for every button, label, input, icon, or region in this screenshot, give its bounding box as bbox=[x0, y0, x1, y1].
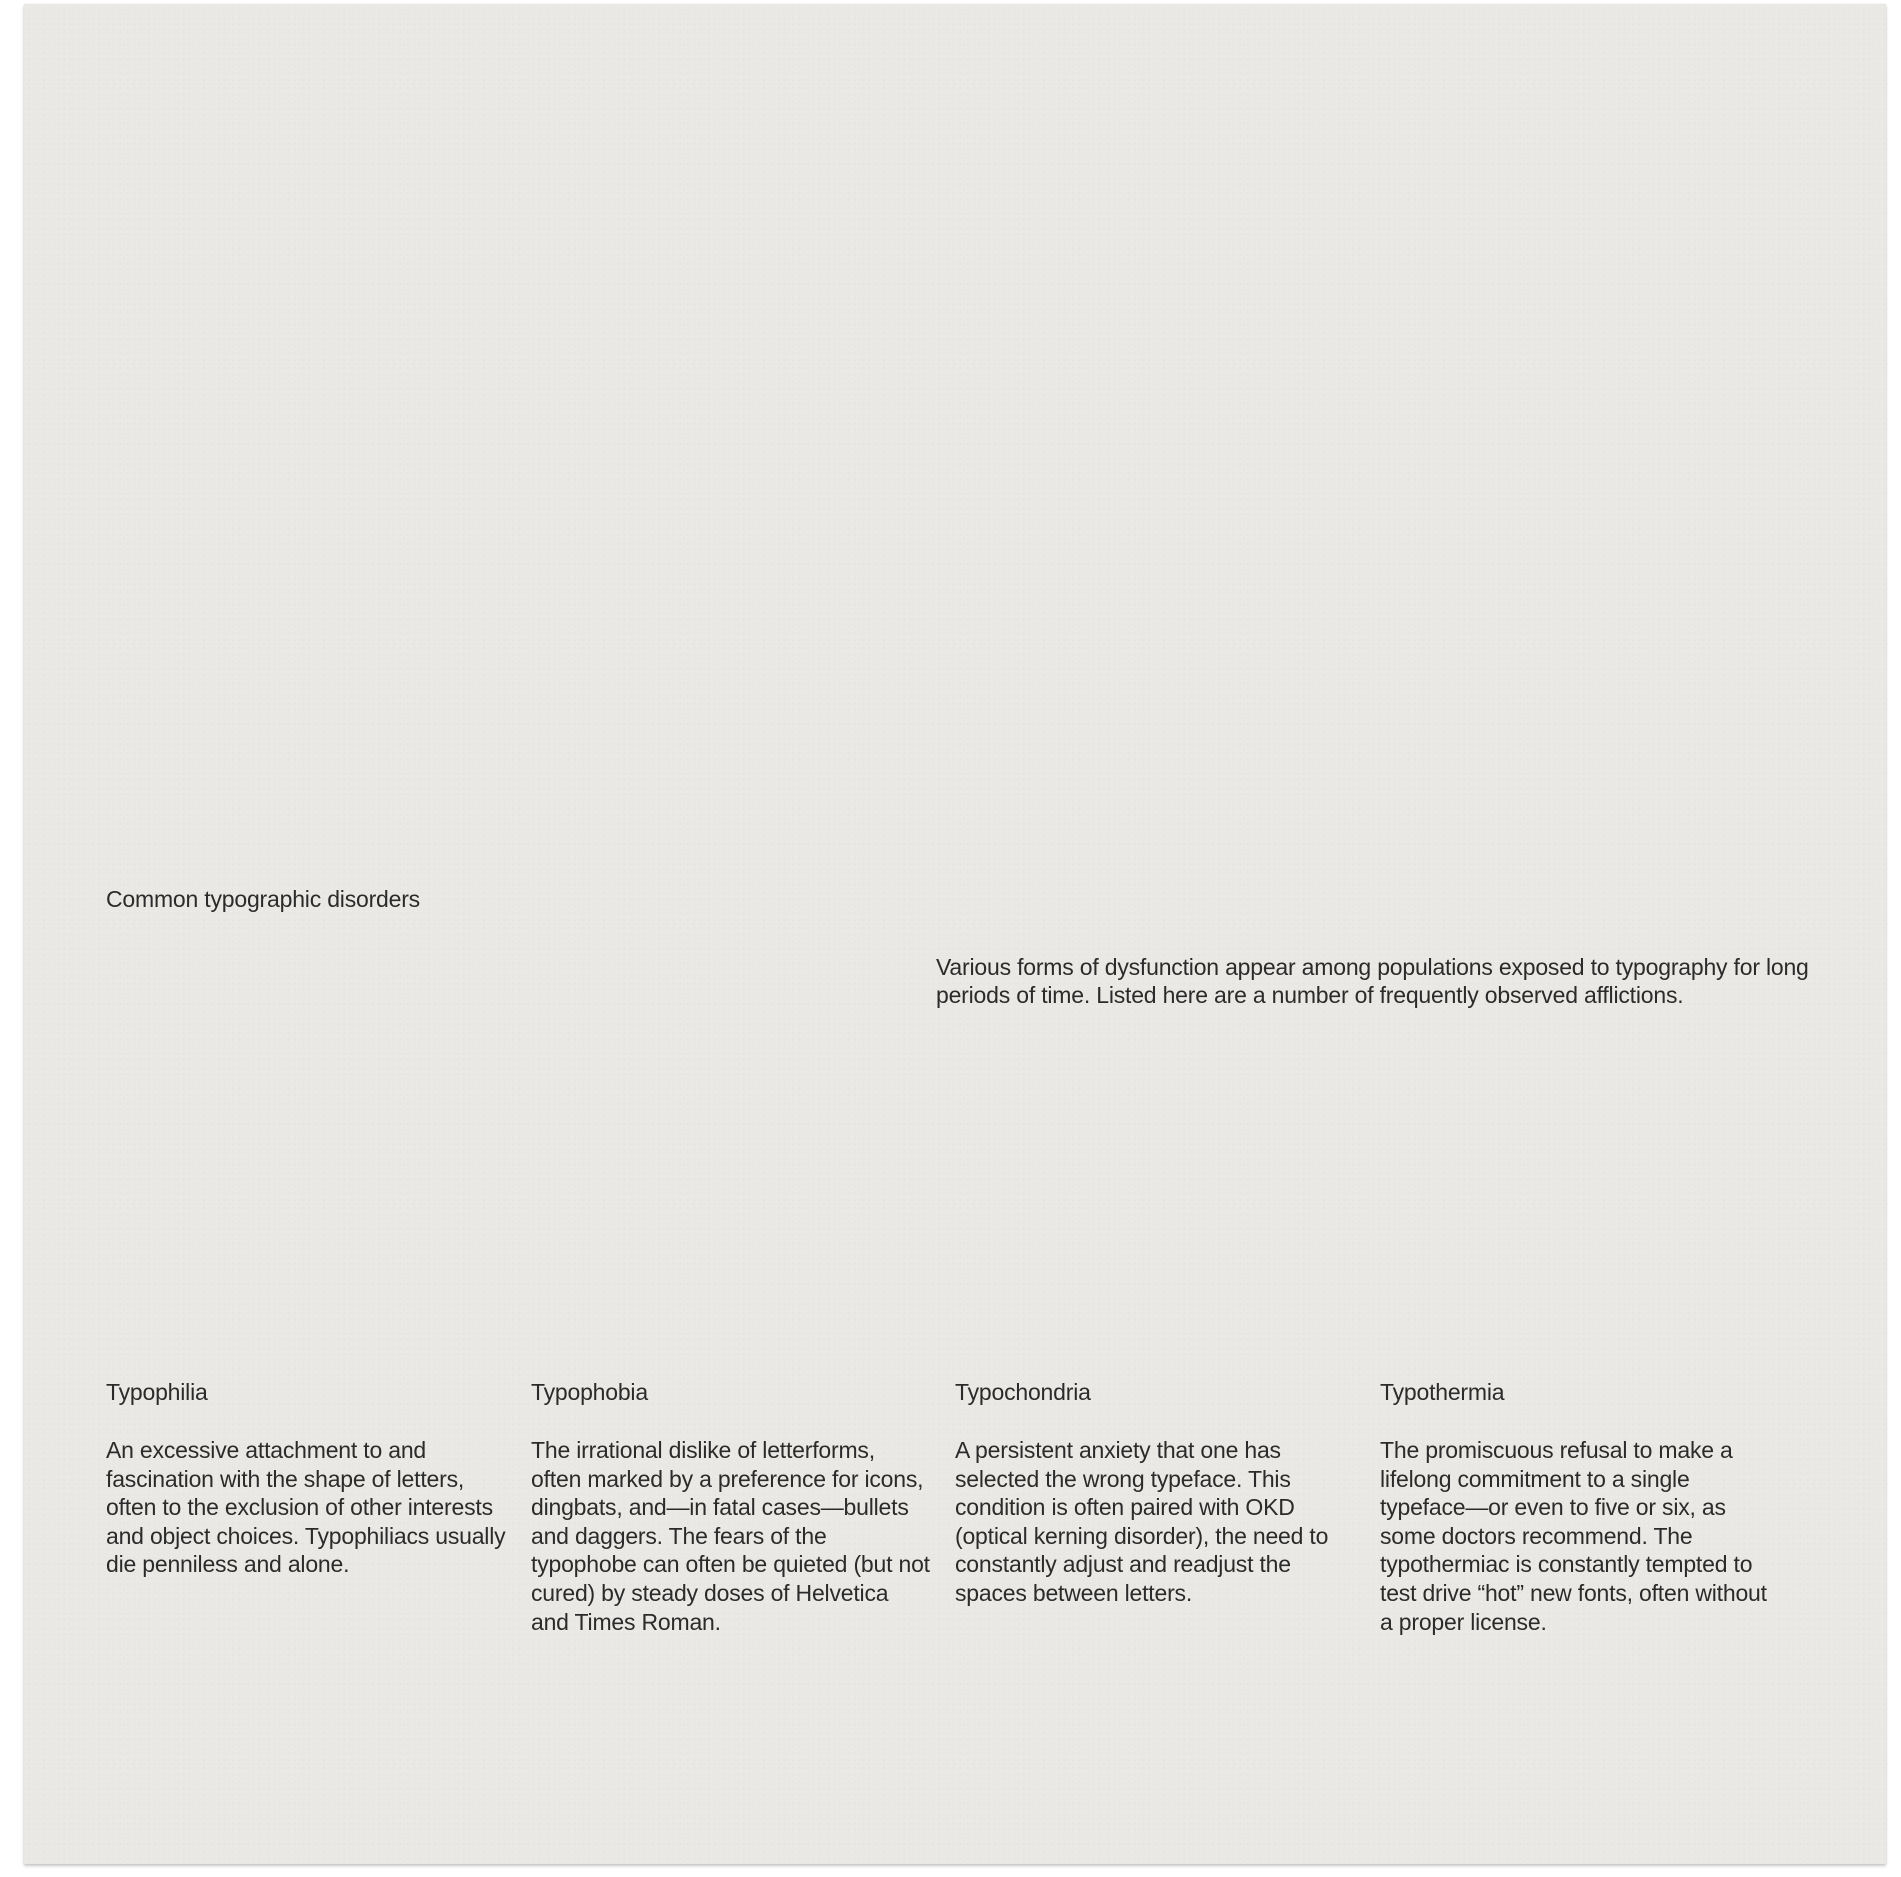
disorder-description: A persistent anxiety that one has selected the wrong typeface. This condition is often paired with OKD (optical kerning disorder), the need to constantly adjust and readjust the spaces between letters. bbox=[955, 1437, 1329, 1606]
disorder-name: Typochondria bbox=[955, 1379, 1091, 1405]
page-title: Common typographic disorders bbox=[106, 886, 420, 912]
disorder-description: The promiscuous refusal to make a lifelong commitment to a single typeface—or even to five or six, as some doctors recommend. The typothermiac is constantly tempted to test drive “hot” new fonts, often without a proper license. bbox=[1380, 1437, 1767, 1635]
disorder-column-typothermia bbox=[1380, 1378, 1780, 1636]
disorder-column-typophilia bbox=[106, 1378, 506, 1579]
paper-sheet bbox=[24, 4, 1886, 1864]
disorder-column-typophobia bbox=[531, 1378, 931, 1636]
disorder-name: Typophobia bbox=[531, 1379, 648, 1405]
disorder-description: An excessive attachment to and fascination with the shape of letters, often to the exclusion of other interests and object choices. Typophiliacs usually die penniless and alone. bbox=[106, 1437, 506, 1578]
disorder-name: Typophilia bbox=[106, 1379, 208, 1405]
disorder-description: The irrational dislike of letterforms, often marked by a preference for icons, dingbats, and—in fatal cases—bullets and daggers. The fears of the typophobe can often be quieted (but not cured) by steady doses of Helvetica and Times Roman. bbox=[531, 1437, 930, 1635]
intro-paragraph: Various forms of dysfunction appear among populations exposed to typography for long periods of time. Listed here are a number of frequently observed afflictions. bbox=[936, 954, 1809, 1008]
disorder-name: Typothermia bbox=[1380, 1379, 1505, 1405]
disorder-column-typochondria bbox=[955, 1378, 1355, 1608]
